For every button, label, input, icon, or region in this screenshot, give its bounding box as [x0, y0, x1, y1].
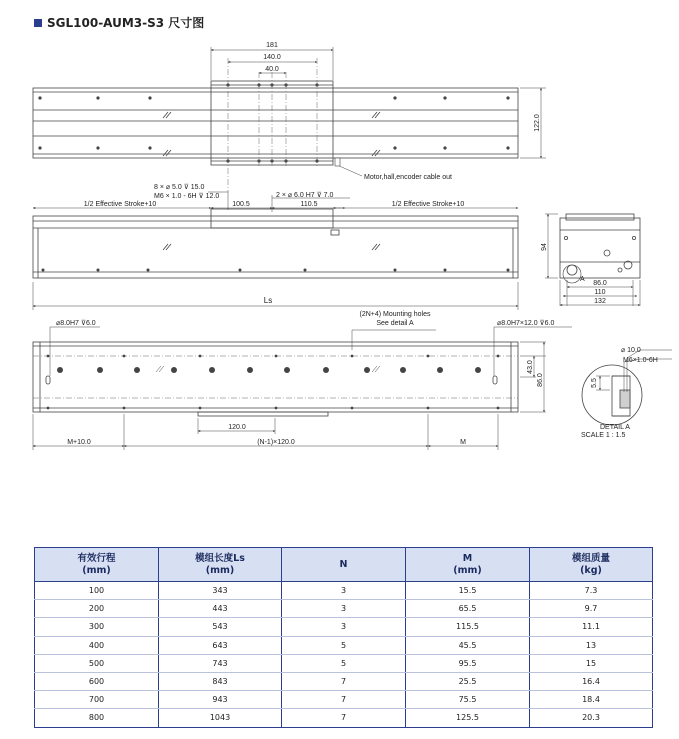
cell-m: 65.5 — [406, 600, 530, 618]
header-mass — [530, 548, 653, 582]
label-a: A — [580, 276, 585, 283]
cell-n: 7 — [282, 672, 406, 690]
cell-length: 743 — [159, 654, 282, 672]
cell-n: 7 — [282, 691, 406, 709]
cell-m: 45.5 — [406, 636, 530, 654]
cell-mass: 15 — [530, 654, 653, 672]
table-row — [35, 672, 653, 690]
header-label: 模组长度Ls — [195, 552, 245, 564]
cell-length: 343 — [159, 582, 282, 600]
dim-100-5: 100.5 — [232, 201, 250, 208]
cell-stroke: 200 — [35, 600, 159, 618]
dim-m-plus-10: M+10.0 — [67, 439, 91, 446]
cell-mass: 11.1 — [530, 618, 653, 636]
cell-length: 543 — [159, 618, 282, 636]
dim-86-bottom: 86.0 — [537, 373, 544, 387]
cell-stroke: 600 — [35, 672, 159, 690]
detail-hole2: M6×1.0-6H — [623, 357, 658, 364]
cell-length: 943 — [159, 691, 282, 709]
dim-86-end: 86.0 — [593, 280, 607, 287]
header-label: N — [339, 558, 348, 570]
cell-n: 5 — [282, 654, 406, 672]
header-label: 有效行程 — [77, 552, 116, 564]
table-row — [35, 691, 653, 709]
header-unit: (mm) — [453, 564, 482, 576]
cell-n: 5 — [282, 636, 406, 654]
cell-stroke: 800 — [35, 709, 159, 727]
cell-m: 75.5 — [406, 691, 530, 709]
dim-m: M — [460, 439, 466, 446]
header-unit: (mm) — [205, 564, 235, 576]
stroke-left: 1/2 Effective Stroke+10 — [83, 201, 157, 208]
table-header-row — [35, 548, 653, 582]
dim-120: 120.0 — [228, 424, 246, 431]
cell-stroke: 100 — [35, 582, 159, 600]
table-row — [35, 654, 653, 672]
dim-132: 132 — [594, 298, 606, 305]
dim-140: 140.0 — [263, 54, 281, 61]
cell-n: 7 — [282, 709, 406, 727]
mount-note-line1: (2N+4) Mounting holes — [359, 311, 431, 318]
holes-note-line2: M6 × 1.0 - 6H ⊽ 12.0 — [154, 193, 220, 200]
pin-right-note: ⌀8.0H7×12.0 ⊽6.0 — [497, 320, 555, 327]
header-label: M — [462, 552, 473, 564]
detail-hole1: ⌀ 10.0 — [621, 347, 641, 354]
cell-n: 3 — [282, 582, 406, 600]
cell-length: 443 — [159, 600, 282, 618]
cell-n: 3 — [282, 600, 406, 618]
cell-mass: 7.3 — [530, 582, 653, 600]
dim-43: 43.0 — [527, 360, 534, 374]
header-label: 模组质量 — [571, 552, 610, 564]
dim-40: 40.0 — [265, 66, 279, 73]
header-m — [406, 548, 530, 582]
cable-note: Motor,hall,encoder cable out — [364, 174, 452, 181]
cell-mass: 18.4 — [530, 691, 653, 709]
detail-scale: SCALE 1 : 1.5 — [581, 432, 626, 439]
cell-length: 643 — [159, 636, 282, 654]
detail-label: DETAIL A — [600, 424, 630, 431]
stroke-right: 1/2 Effective Stroke+10 — [391, 201, 465, 208]
header-unit: (kg) — [580, 564, 602, 576]
dim-122: 122.0 — [534, 114, 541, 132]
table-row — [35, 636, 653, 654]
cell-mass: 16.4 — [530, 672, 653, 690]
pin-left-note: ⌀8.0H7 ⊽6.0 — [56, 320, 96, 327]
dim-5-5: 5.5 — [591, 378, 598, 388]
pin-note: 2 × ⌀ 6.0 H7 ⊽ 7.0 — [276, 192, 334, 199]
cell-stroke: 400 — [35, 636, 159, 654]
cell-length: 1043 — [159, 709, 282, 727]
bottom-view — [33, 327, 572, 450]
cell-m: 95.5 — [406, 654, 530, 672]
table-row — [35, 618, 653, 636]
holes-note-line1: 8 × ⌀ 5.0 ⊽ 15.0 — [154, 184, 205, 191]
spec-table — [34, 547, 653, 728]
dim-110: 110 — [594, 289, 606, 296]
side-view-connector — [331, 230, 339, 235]
header-stroke — [35, 548, 159, 582]
cell-length: 843 — [159, 672, 282, 690]
cell-stroke: 700 — [35, 691, 159, 709]
cell-m: 125.5 — [406, 709, 530, 727]
dim-110-5: 110.5 — [300, 201, 318, 208]
cell-m: 115.5 — [406, 618, 530, 636]
header-length — [159, 548, 282, 582]
side-view — [33, 190, 518, 310]
end-view — [545, 214, 640, 306]
dim-94: 94 — [541, 243, 548, 251]
cell-stroke: 500 — [35, 654, 159, 672]
bottom-view-body — [33, 342, 518, 412]
mount-note-line2: See detail A — [376, 320, 414, 327]
table-row — [35, 582, 653, 600]
page-title: SGL100-AUM3-S3 尺寸图 — [47, 16, 205, 30]
cell-m: 25.5 — [406, 672, 530, 690]
header-n — [282, 548, 406, 582]
cell-n: 3 — [282, 618, 406, 636]
dim-181: 181 — [266, 42, 278, 49]
dim-ls: Ls — [263, 296, 273, 305]
cell-stroke: 300 — [35, 618, 159, 636]
dim-n-minus-1: (N-1)×120.0 — [257, 439, 295, 446]
table-row — [35, 709, 653, 727]
top-view — [33, 47, 546, 190]
header-unit: (mm) — [82, 564, 111, 576]
cell-mass: 13 — [530, 636, 653, 654]
cell-m: 15.5 — [406, 582, 530, 600]
table-row — [35, 600, 653, 618]
cell-mass: 9.7 — [530, 600, 653, 618]
cell-mass: 20.3 — [530, 709, 653, 727]
